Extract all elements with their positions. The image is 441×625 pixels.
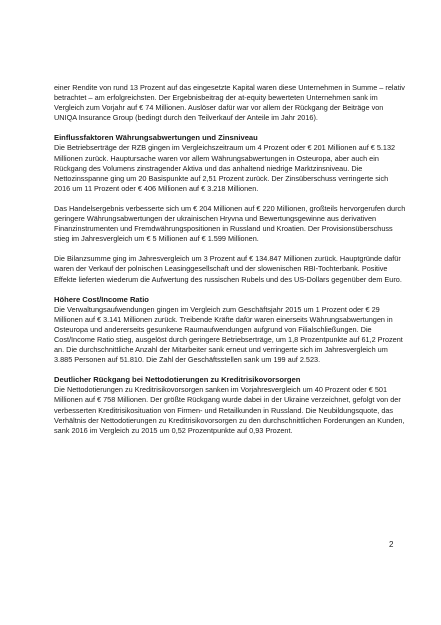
document-page [54,83,406,436]
section-heading-cost-income: Höhere Cost/Income Ratio [54,294,149,304]
section2-paragraph-1: Die Verwaltungsaufwendungen gingen im Vergleich zum Geschäftsjahr 2015 um 1 Prozent oder € 29 Millionen auf € 3.141 Millionen zurück. Treibende Kräfte dafür waren einerseits Währungsabwertungen in Osteuropa und andererseits gesunkene Raumaufwendungen aufgrund von Filialschließungen. Die Cost/Income Ratio stieg, ausgelöst durch geringere Betriebserträge, um 1,8 Prozentpunkte auf 61,2 Prozent an. Die durchschnittliche Anzahl der Mitarbeiter sank erneut und verringerte sich im Jahresvergleich um 3.885 Personen auf 51.810. Die Zahl der Geschäftsstellen sank um 199 auf 2.523. [54,304,403,365]
section1-paragraph-2: Das Handelsergebnis verbesserte sich um € 204 Millionen auf € 220 Millionen, großteils hervorgerufen durch geringere Währungsabwertungen der ukrainischen Hryvna und Bewertungsgewinne aus derivativen Finanzinstrumenten und Fremdwährungspositionen in Russland und Kroatien. Der Provisionsüberschuss stieg im Jahresvergleich um € 5 Millionen auf € 1.599 Millionen. [54,203,406,244]
section3-paragraph-1: Die Nettodotierungen zu Kreditrisikovorsorgen sanken im Vorjahresvergleich um 40 Prozent oder € 501 Millionen auf € 758 Millionen. Der größte Rückgang wurde dabei in der Ukraine verzeichnet, gefolgt von der verbesserten Kreditrisikosituation von Firmen- und Retailkunden in Russland. Die Neubildungsquote, das Verhältnis der Nettodotierungen zu Kreditrisikovorsorgen zu den durchschnittlichen Forderungen an Kunden, sank 2016 im Vergleich zu 2015 um 0,52 Prozentpunkte auf 0,93 Prozent. [54,385,405,435]
page-number: 2 [389,540,394,549]
section1-paragraph-1: Die Betriebserträge der RZB gingen im Vergleichszeitraum um 4 Prozent oder € 201 Millionen auf € 5.132 Millionen zurück. Hauptursache waren vor allem Währungsabwertungen in Osteuropa, aber auch ein Rückgang des Volumens zinstragender Aktiva und das anhaltend niedrige Marktzinsniveau. Die Nettozinsspanne ging um 20 Basispunkte auf 2,51 Prozent zurück. Der Zinsüberschuss verringerte sich 2016 um 11 Prozent oder € 406 Millionen auf € 3.218 Millionen. [54,143,396,193]
section1-paragraph-3: Die Bilanzsumme ging im Jahresvergleich um 3 Prozent auf € 134.847 Millionen zurück. Hauptgründe dafür waren der Verkauf der polnischen Leasinggesellschaft und der slowenischen RBI-Tochterbank. Positive Effekte lieferten wiederum die Aufwertung des russischen Rubels und des US-Dollars gegenüber dem Euro. [54,254,402,284]
section-heading-waehrung: Einflussfaktoren Währungsabwertungen und Zinsniveau [54,133,258,143]
intro-paragraph: einer Rendite von rund 13 Prozent auf das eingesetzte Kapital waren diese Unternehmen in Summe – relativ betrachtet – am erfolgreichsten. Der Ergebnisbeitrag der at-equity bewerteten Unternehmen sank im Vergleich zum Vorjahr auf € 74 Millionen. Auslöser dafür war vor allem der Rückgang der Beiträge von UNIQA Insurance Group (bedingt durch den Teilverkauf der Anteile im Jahr 2016). [54,83,405,123]
section-heading-kreditrisiko: Deutlicher Rückgang bei Nettodotierungen zu Kreditrisikovorsorgen [54,375,301,385]
